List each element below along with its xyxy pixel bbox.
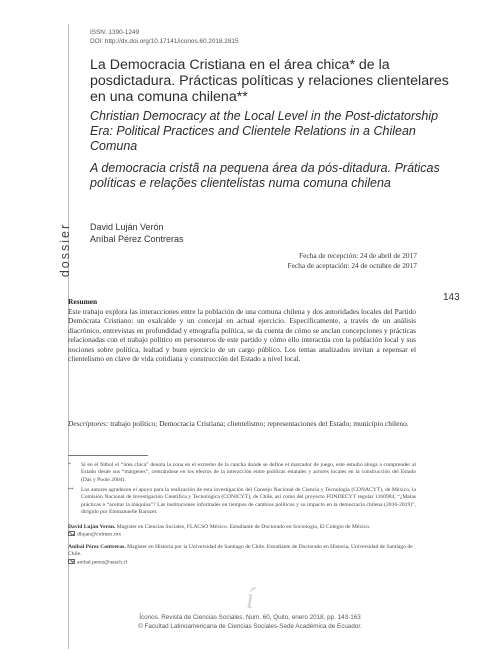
- issn: ISSN: 1390-1249: [90, 29, 140, 36]
- mail-icon: [68, 531, 75, 536]
- author-list: [90, 221, 184, 245]
- footnote-mark: **: [68, 487, 74, 493]
- footnote: [68, 462, 416, 484]
- section-label: dossier: [58, 222, 73, 278]
- author-bio: [68, 544, 416, 567]
- abstract-body: Este trabajo explora las interacciones entre la población de una comuna chilena y dos autoridades locales del Partido Demócrata Cristiano: un exalcalde y un concejal en actual ejercicio. Específicamente, a través de un análisis diacrónico, entrevistas en profundidad y etnografía política, se da cuenta de cómo se anclan concepciones y prácticas relacionadas con el trabajo político en personeros de este partido y cómo ello interactúa con la población local y sus nociones sobre política, lealtad y buen ejercicio de un cargo público. Los temas analizados invitan a repensar el clientelismo en clave de vida cotidiana y construcción del Estado a nivel local.: [68, 307, 416, 364]
- descriptors: [68, 419, 416, 428]
- title-english: Christian Democracy at the Local Level in the Post-dictatorship Era: Political Practices and Clientele Relations in a Chilean Comuna: [90, 109, 439, 153]
- footnote: [68, 487, 416, 517]
- bio-text: Magíster en Ciencias Sociales, FLACSO México. Estudiante de Doctorado en Sociología, El Colegio de México.: [115, 524, 371, 530]
- author-bio: [68, 524, 416, 539]
- author-name: Aníbal Pérez Contreras: [90, 234, 184, 244]
- title-spanish: La Democracia Cristiana en el área chica* de la posdictadura. Prácticas políticas y relaciones clientelares en una comuna chilena**: [90, 57, 449, 106]
- footnote-mark: *: [68, 462, 71, 468]
- footnote-divider: [68, 455, 148, 456]
- page-number: 143: [443, 292, 460, 303]
- bio-text: Magíster en Historia por la Universidad de Santiago de Chile. Estudiante de Doctorado en Historia, Universidad de Santiago de Chile.: [68, 544, 413, 558]
- journal-logo: í: [245, 582, 255, 615]
- received-date: Fecha de recepción: 24 de abril de 2017: [299, 251, 417, 260]
- page-footer: [68, 614, 432, 631]
- doi: DOI: http://dx.doi.org/10.17141/iconos.60.2018.2815: [90, 38, 239, 45]
- header-meta: [90, 28, 239, 46]
- descriptors-label: Descriptores:: [68, 419, 109, 428]
- mail-icon: [68, 559, 75, 564]
- bio-email[interactable]: dlujan@colmex.mx: [77, 531, 122, 538]
- article-dates: [288, 251, 418, 271]
- footer-copyright: © Facultad Latinoamericana de Ciencias Sociales-Sede Académica de Ecuador.: [138, 622, 362, 630]
- bio-name: David Luján Verón.: [68, 524, 116, 530]
- footnote-text: Si en el fútbol el “área chica” denota la zona en el extremo de la cancha donde se define el marcador de juego, este estudio aboga a comprender al Estado desde sus “márgenes”, centrándose en los efectos de la interacción entre políticas estatales y actores locales en la construcción del Estado (Das y Poole 2004).: [81, 462, 416, 483]
- footer-citation: Íconos. Revista de Ciencias Sociales. Num. 60, Quito, enero 2018, pp. 143-163: [139, 614, 361, 621]
- author-name: David Luján Verón: [90, 222, 164, 232]
- bio-name: Aníbal Pérez Contreras.: [68, 544, 126, 550]
- bio-email[interactable]: anibal.perez@usach.cl: [77, 559, 128, 566]
- abstract-heading: Resumen: [68, 297, 98, 306]
- accepted-date: Fecha de aceptación: 24 de octubre de 2017: [287, 261, 417, 270]
- descriptors-text: trabajo político; Democracia Cristiana; clientelismo; representaciones del Estado; municipio chileno.: [108, 419, 409, 428]
- footnote-text: Los autores agradecen el apoyo para la realización de esta investigación del Consejo Nacional de Ciencia y Tecnología (CONACYT), de México, la Comisión Nacional de Investigación Científica y Tecnológica (CONICYT), de Chile, así como del proyecto FONDECYT regular 1160984, “¿Malas prácticas o “aceitar la máquina”? Las instituciones informales en tiempos de cambios políticos y su impacto en la democracia chilena (2016-2019)”, dirigido por Emmanuelle Barozet.: [81, 487, 416, 516]
- title-portuguese: A democracia cristã na pequena área da pós-ditadura. Práticas políticas e relações clientelistas numa comuna chilena: [90, 161, 440, 190]
